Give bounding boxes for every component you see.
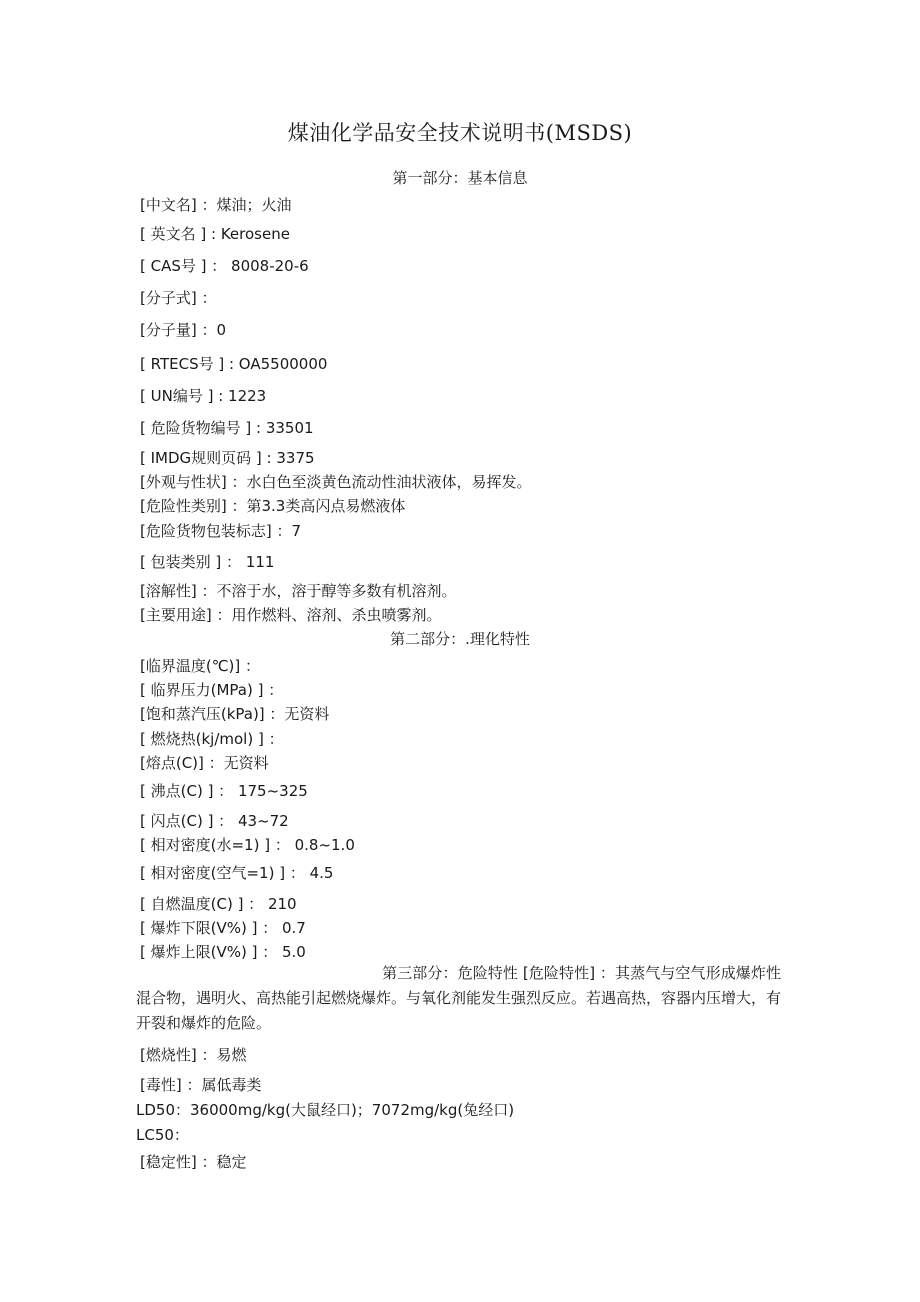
document-title: 煤油化学品安全技术说明书(MSDS) bbox=[287, 121, 633, 145]
field-row: [ 燃烧热(kj/mol) ] ： bbox=[140, 730, 284, 748]
field-row: [燃烧性] ：易燃 bbox=[140, 1046, 247, 1064]
field-row: [ UN编号 ] : 1223 bbox=[140, 387, 267, 405]
field-row: [稳定性] ：稳定 bbox=[140, 1153, 247, 1171]
field-row: [ 相对密度(水=1) ] ： 0.8~1.0 bbox=[140, 836, 355, 854]
section-heading-part2: 第二部分：.理化特性 bbox=[390, 630, 530, 648]
field-row: [饱和蒸汽压(kPa)] ：无资料 bbox=[140, 705, 330, 723]
field-row: [ 临界压力(MPa) ] ： bbox=[140, 681, 284, 699]
field-row: [ 闪点(C) ] ： 43~72 bbox=[140, 812, 289, 830]
field-row: LD50：36000mg/kg(大鼠经口)；7072mg/kg(兔经口) bbox=[136, 1101, 515, 1119]
hazard-paragraph bbox=[136, 961, 781, 1036]
field-row: [熔点(C)] ：无资料 bbox=[140, 754, 269, 772]
field-row: [ 爆炸下限(V%) ] ： 0.7 bbox=[140, 919, 306, 937]
field-row: [分子量] ：0 bbox=[140, 321, 227, 339]
field-row: [ 自燃温度(C) ] ： 210 bbox=[140, 895, 297, 913]
field-row: [ 危险货物编号 ] : 33501 bbox=[140, 419, 314, 437]
field-row: [外观与性状] ：水白色至淡黄色流动性油状液体，易挥发。 bbox=[140, 473, 532, 491]
field-row: [主要用途] ：用作燃料、溶剂、杀虫喷雾剂。 bbox=[140, 606, 442, 624]
field-row: [ CAS号 ] ： 8008-20-6 bbox=[140, 257, 309, 275]
field-row: [毒性] ：属低毒类 bbox=[140, 1076, 262, 1094]
field-row: LC50： bbox=[136, 1126, 189, 1144]
field-row: [溶解性] ：不溶于水，溶于醇等多数有机溶剂。 bbox=[140, 582, 457, 600]
field-row: [ 英文名 ] : Kerosene bbox=[140, 225, 290, 243]
field-row: [ IMDG规则页码 ] : 3375 bbox=[140, 449, 315, 467]
field-row: [中文名] ：煤油；火油 bbox=[140, 196, 292, 214]
field-row: [ 相对密度(空气=1) ] ： 4.5 bbox=[140, 864, 334, 882]
hazard-text: 第三部分：危险特性 [危险特性] ：其蒸气与空气形成爆炸性混合物，遇明火、高热能引起燃烧爆炸。与氧化剂能发生强烈反应。若遇高热，容器内压增大，有开裂和爆炸的危险。 bbox=[136, 964, 782, 1032]
field-row: [危险性类别] ：第3.3类高闪点易燃液体 bbox=[140, 497, 406, 515]
field-row: [ 沸点(C) ] ： 175~325 bbox=[140, 782, 308, 800]
field-row: [分子式] ： bbox=[140, 289, 217, 307]
field-row: [ 爆炸上限(V%) ] ： 5.0 bbox=[140, 943, 306, 961]
field-row: [ RTECS号 ] : OA5500000 bbox=[140, 355, 328, 373]
section-heading-part1: 第一部分：基本信息 bbox=[392, 169, 528, 187]
field-row: [ 包装类别 ] ： 111 bbox=[140, 553, 275, 571]
field-row: [危险货物包装标志] ：7 bbox=[140, 522, 302, 540]
field-row: [临界温度(℃)] ： bbox=[140, 657, 261, 675]
